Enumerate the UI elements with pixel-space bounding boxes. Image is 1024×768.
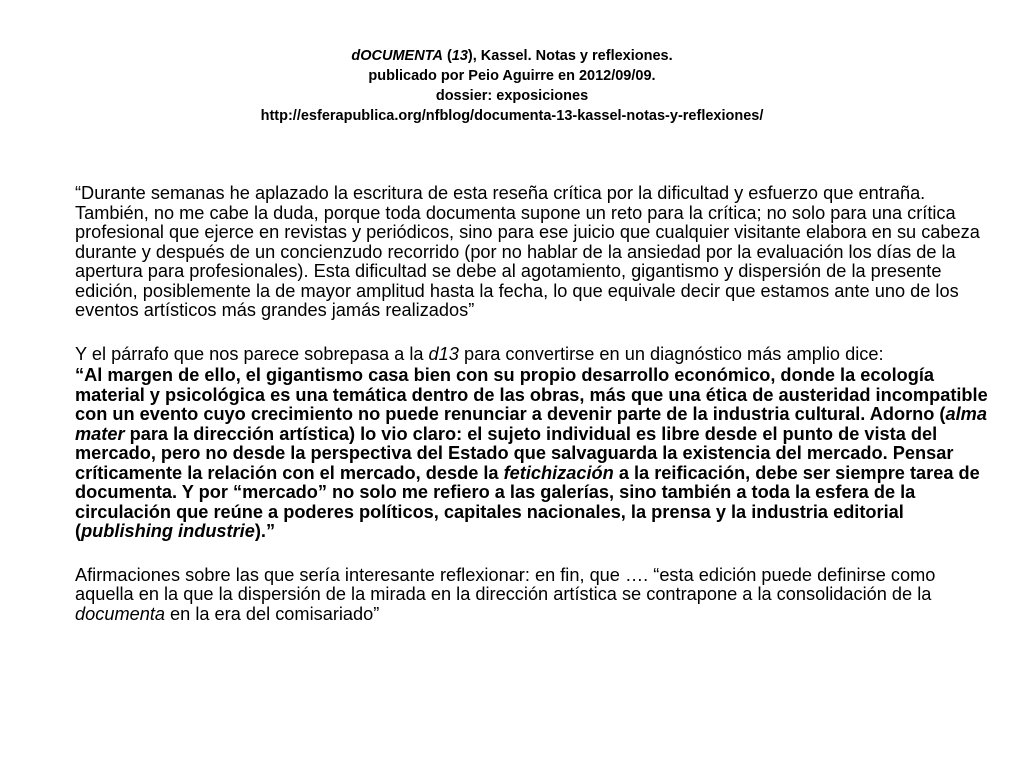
title-italic-number: 13 bbox=[451, 48, 468, 64]
citation-dossier-line: dossier: exposiciones bbox=[435, 88, 589, 104]
intro-before: Y el párrafo que nos parece sobrepasa a la bbox=[75, 343, 429, 364]
citation-header bbox=[100, 46, 924, 126]
closing-part2: en la era del comisariado” bbox=[165, 603, 380, 624]
quote2-part1: “Al margen de ello, el gigantismo casa bien con su propio desarrollo económico, donde la ecología material y psicológica es una temática dentro de las obras, más que una ética de austeridad incompatible con un evento cuyo crecimiento no puede renunciar a devenir parte de la industria cultural. Adorno ( bbox=[75, 365, 988, 424]
quote-paragraph-1: “Durante semanas he aplazado la escritura de esta reseña crítica por la dificultad y esfuerzo que entraña. También, no me cabe la duda, porque toda documenta supone un reto para la crítica; no solo para una crítica profesional que ejerce en revistas y periódicos, sino para ese juicio que cualquier visitante elabora en su cabeza durante y después de un concienzudo recorrido (por no hablar de la ansiedad por la evaluación los días de la apertura para profesionales). Esta dificultad se debe al agotamiento, gigantismo y dispersión de la presente edición, posiblemente la de mayor amplitud hasta la fecha, lo que equivale decir que estamos ante uno de los eventos artísticos más grandes jamás realizados” bbox=[75, 183, 980, 320]
citation-url: http://esferapublica.org/nfblog/documenta-13-kassel-notas-y-reflexiones/ bbox=[260, 108, 764, 124]
quote2-italic1: alma mater bbox=[75, 404, 987, 444]
title-prefix: dOCUMENTA bbox=[351, 48, 443, 64]
citation-author-line: publicado por Peio Aguirre en 2012/09/09. bbox=[368, 68, 656, 84]
closing-italic: documenta bbox=[75, 603, 165, 624]
quote2-part4: ).” bbox=[254, 521, 276, 541]
title-paren-open: ( bbox=[442, 48, 452, 64]
quote2-italic2: fetichización bbox=[503, 462, 614, 483]
title-rest: ), Kassel. Notas y reflexiones. bbox=[467, 48, 673, 64]
intro-after: para convertirse en un diagnóstico más amplio dice: bbox=[458, 343, 884, 364]
closing-part1: Afirmaciones sobre las que sería interesante reflexionar: en fin, que …. “esta edición puede definirse como aquella en la que la dispersión de la mirada en la dirección artística se contrapone a la consolidación de la bbox=[75, 564, 936, 604]
slide-body bbox=[75, 184, 993, 624]
quote2-part2: para la dirección artística) lo vio claro: el sujeto individual es libre desde el punto de vista del mercado, pero no desde la perspectiva del Estado que salvaguarda la existencia del mercado. Pensar críticamente la relación con el mercado, desde la bbox=[75, 423, 954, 483]
quote-paragraph-2 bbox=[75, 366, 993, 542]
quote2-italic3: publishing industrie bbox=[81, 521, 255, 541]
citation-title-line bbox=[100, 46, 924, 66]
closing-paragraph bbox=[75, 566, 993, 625]
intro-paragraph-2 bbox=[75, 345, 993, 365]
intro-italic: d13 bbox=[428, 343, 459, 364]
quote2-part3: a la reificación, debe ser siempre tarea de documenta. Y por “mercado” no solo me refiero a las galerías, sino también a toda la esfera de la circulación que reúne a poderes políticos, capitales nacionales, la prensa y la industria editorial ( bbox=[75, 462, 980, 541]
